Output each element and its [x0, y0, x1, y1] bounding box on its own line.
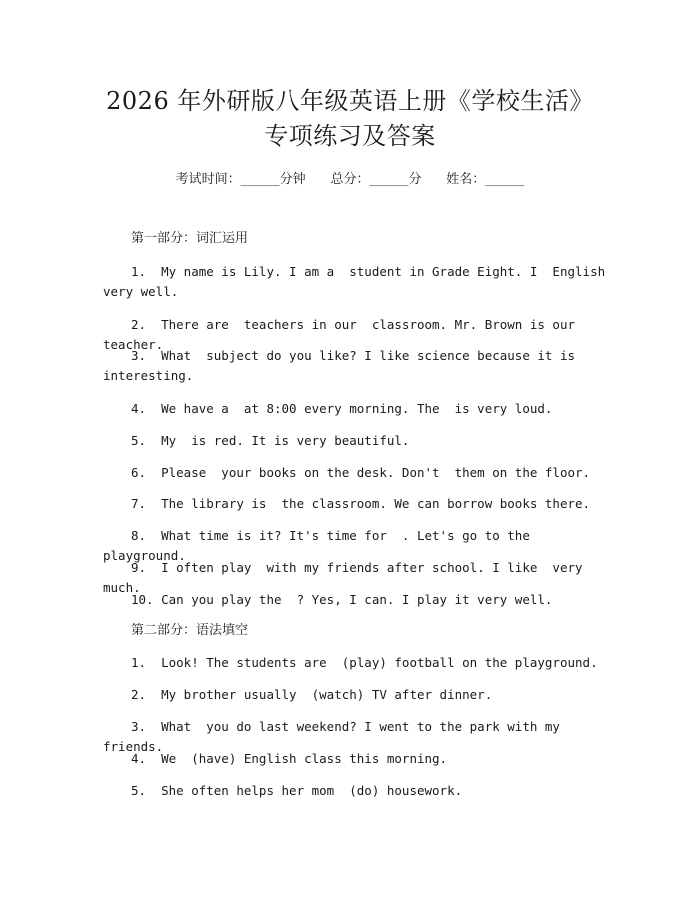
question-item: 2. My brother usually (watch) TV after dinner. [131, 687, 493, 702]
question-item: 7. The library is the classroom. We can borrow books there. [131, 496, 591, 511]
question-item: 3. What subject do you like? I like science because it is interesting. [103, 348, 583, 383]
question-item: 8. What time is it? It's time for . Let's go to the playground. [103, 528, 538, 563]
question-item: 9. I often play with my friends after school. I like very much. [103, 560, 591, 595]
student-name: 姓名：______ [446, 172, 525, 187]
exam-time: 考试时间：______分钟 [175, 172, 306, 187]
question-item: 4. We (have) English class this morning. [131, 751, 448, 766]
question-item: 5. My is red. It is very beautiful. [131, 433, 410, 448]
question-item: 3. What you do last weekend? I went to the park with my friends. [103, 719, 568, 754]
exam-info [0, 168, 700, 187]
question-item: 2. There are teachers in our classroom. Mr. Brown is our teacher. [103, 317, 591, 352]
question-item: 1. My name is Lily. I am a student in Grade Eight. I English very well. [103, 264, 613, 299]
question-item: 10. Can you play the ? Yes, I can. I play it very well. [131, 592, 553, 607]
section-heading: 第二部分：语法填空 [131, 623, 249, 638]
section-heading: 第一部分：词汇运用 [131, 231, 249, 246]
document-title: 2026 年外研版八年级英语上册《学校生活》 [106, 87, 594, 115]
document-subtitle: 专项练习及答案 [264, 122, 436, 150]
question-item: 1. Look! The students are (play) football on the playground. [131, 655, 598, 670]
total-score: 总分：______分 [330, 172, 422, 187]
question-item: 6. Please your books on the desk. Don't them on the floor. [131, 465, 591, 480]
question-item: 4. We have a at 8:00 every morning. The is very loud. [131, 401, 553, 416]
question-item: 5. She often helps her mom (do) housework. [131, 783, 463, 798]
